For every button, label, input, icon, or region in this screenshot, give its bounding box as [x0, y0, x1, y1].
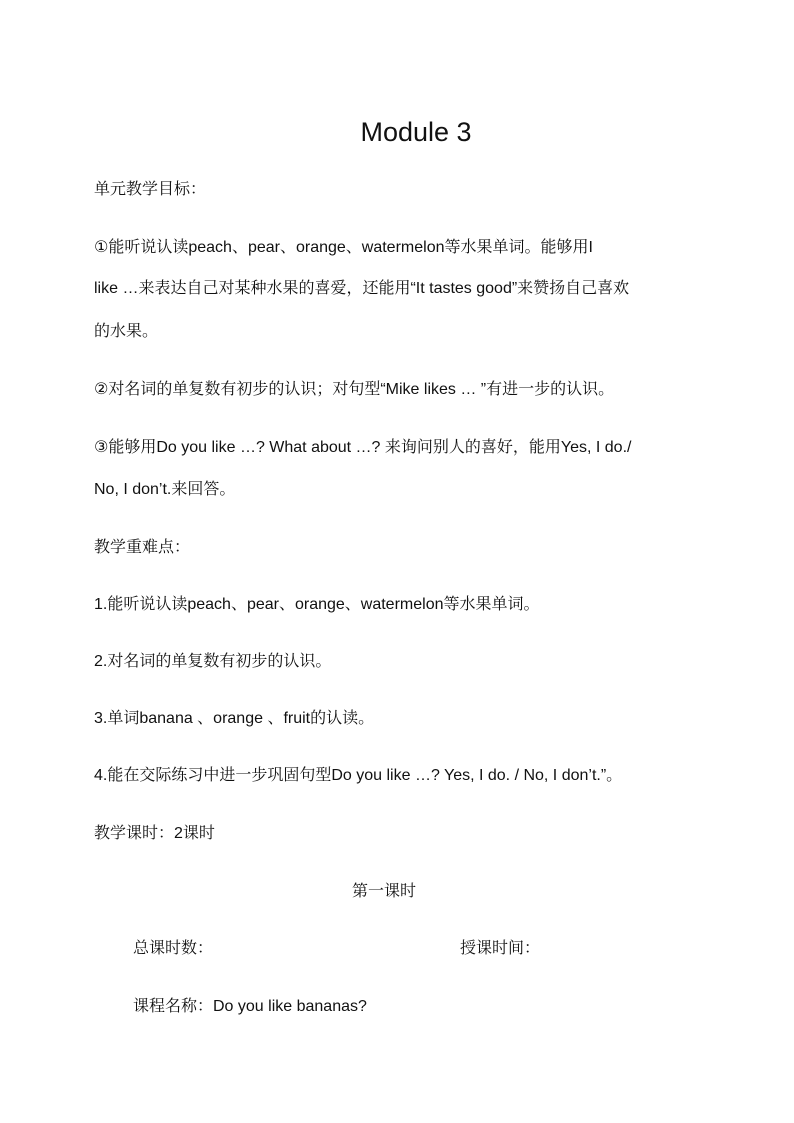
key-point-4: 4.能在交际练习中进一步巩固句型Do you like …? Yes, I do. / No, I don’t.”。	[94, 767, 623, 784]
document-title: Module 3	[360, 117, 472, 147]
key-point-3: 3.单词banana 、orange 、fruit的认读。	[94, 710, 375, 727]
unit-goals-heading: 单元教学目标：	[94, 181, 207, 198]
key-point-2: 2.对名词的单复数有初步的认识。	[94, 653, 332, 670]
goal-3-line-2: No, I don’t.来回答。	[94, 481, 236, 498]
goal-3-line-1: ③能够用Do you like …? What about …? 来询问别人的喜好，能用Yes, I do./	[94, 439, 632, 456]
key-points-heading: 教学重难点：	[94, 539, 191, 556]
teaching-time-label: 授课时间：	[460, 940, 541, 957]
goal-1-line-2: like …来表达自己对某种水果的喜爱，还能用“It tastes good”来赞扬自己喜欢	[94, 280, 630, 297]
goal-2: ②对名词的单复数有初步的认识；对句型“Mike likes … ”有进一步的认识。	[94, 381, 615, 398]
teaching-hours: 教学课时：2课时	[94, 825, 215, 842]
goal-1-line-3: 的水果。	[94, 323, 159, 340]
key-point-1: 1.能听说认读peach、pear、orange、watermelon等水果单词。	[94, 596, 540, 613]
total-hours-label: 总课时数：	[133, 940, 214, 957]
goal-1-line-1: ①能听说认读peach、pear、orange、watermelon等水果单词。能够用I	[94, 239, 593, 256]
lesson-heading: 第一课时	[351, 883, 416, 900]
course-name: 课程名称：Do you like bananas?	[133, 998, 367, 1015]
